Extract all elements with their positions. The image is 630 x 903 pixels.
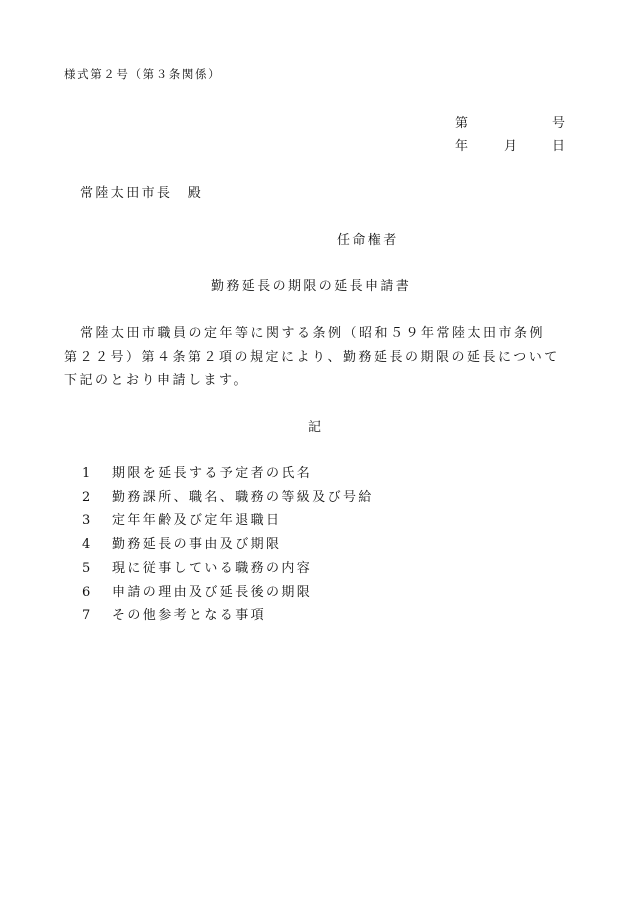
date-day-label: 日	[552, 139, 568, 154]
body-text-line-2: 第２２号）第４条第２項の規定により、勤務延長の期限の延長について	[64, 350, 560, 365]
item-text: 勤務課所、職名、職務の等級及び号給	[112, 489, 374, 505]
body-text-line-1: 常陸太田市職員の定年等に関する条例（昭和５９年常陸太田市条例	[80, 326, 546, 341]
item-text: 勤務延長の事由及び期限	[112, 537, 282, 553]
date-month-label: 月	[504, 139, 520, 154]
item-text: 申請の理由及び延長後の期限	[112, 584, 313, 600]
item-number: 1	[82, 466, 93, 481]
body-text-line-3: 下記のとおり申請します。	[64, 373, 249, 388]
item-number: 2	[82, 489, 93, 505]
date-year-label: 年	[455, 139, 471, 154]
applicant-label: 任命権者	[337, 233, 399, 248]
document-number-suffix: 号	[552, 116, 568, 131]
item-number: 5	[82, 560, 93, 576]
form-number: 様式第２号（第３条関係）	[64, 67, 222, 81]
item-text: 定年年齢及び定年退職日	[112, 513, 282, 529]
ki-heading: 記	[308, 420, 324, 435]
item-text: 現に従事している職務の内容	[112, 560, 313, 576]
item-number: 7	[82, 608, 93, 624]
addressee: 常陸太田市長 殿	[80, 186, 204, 201]
item-number: 3	[82, 513, 93, 529]
document-title: 勤務延長の期限の延長申請書	[211, 279, 412, 294]
item-number: 4	[82, 537, 93, 553]
item-text: その他参考となる事項	[112, 608, 267, 624]
item-text: 期限を延長する予定者の氏名	[112, 466, 313, 481]
item-number: 6	[82, 584, 93, 600]
document-number-prefix: 第	[455, 116, 471, 131]
